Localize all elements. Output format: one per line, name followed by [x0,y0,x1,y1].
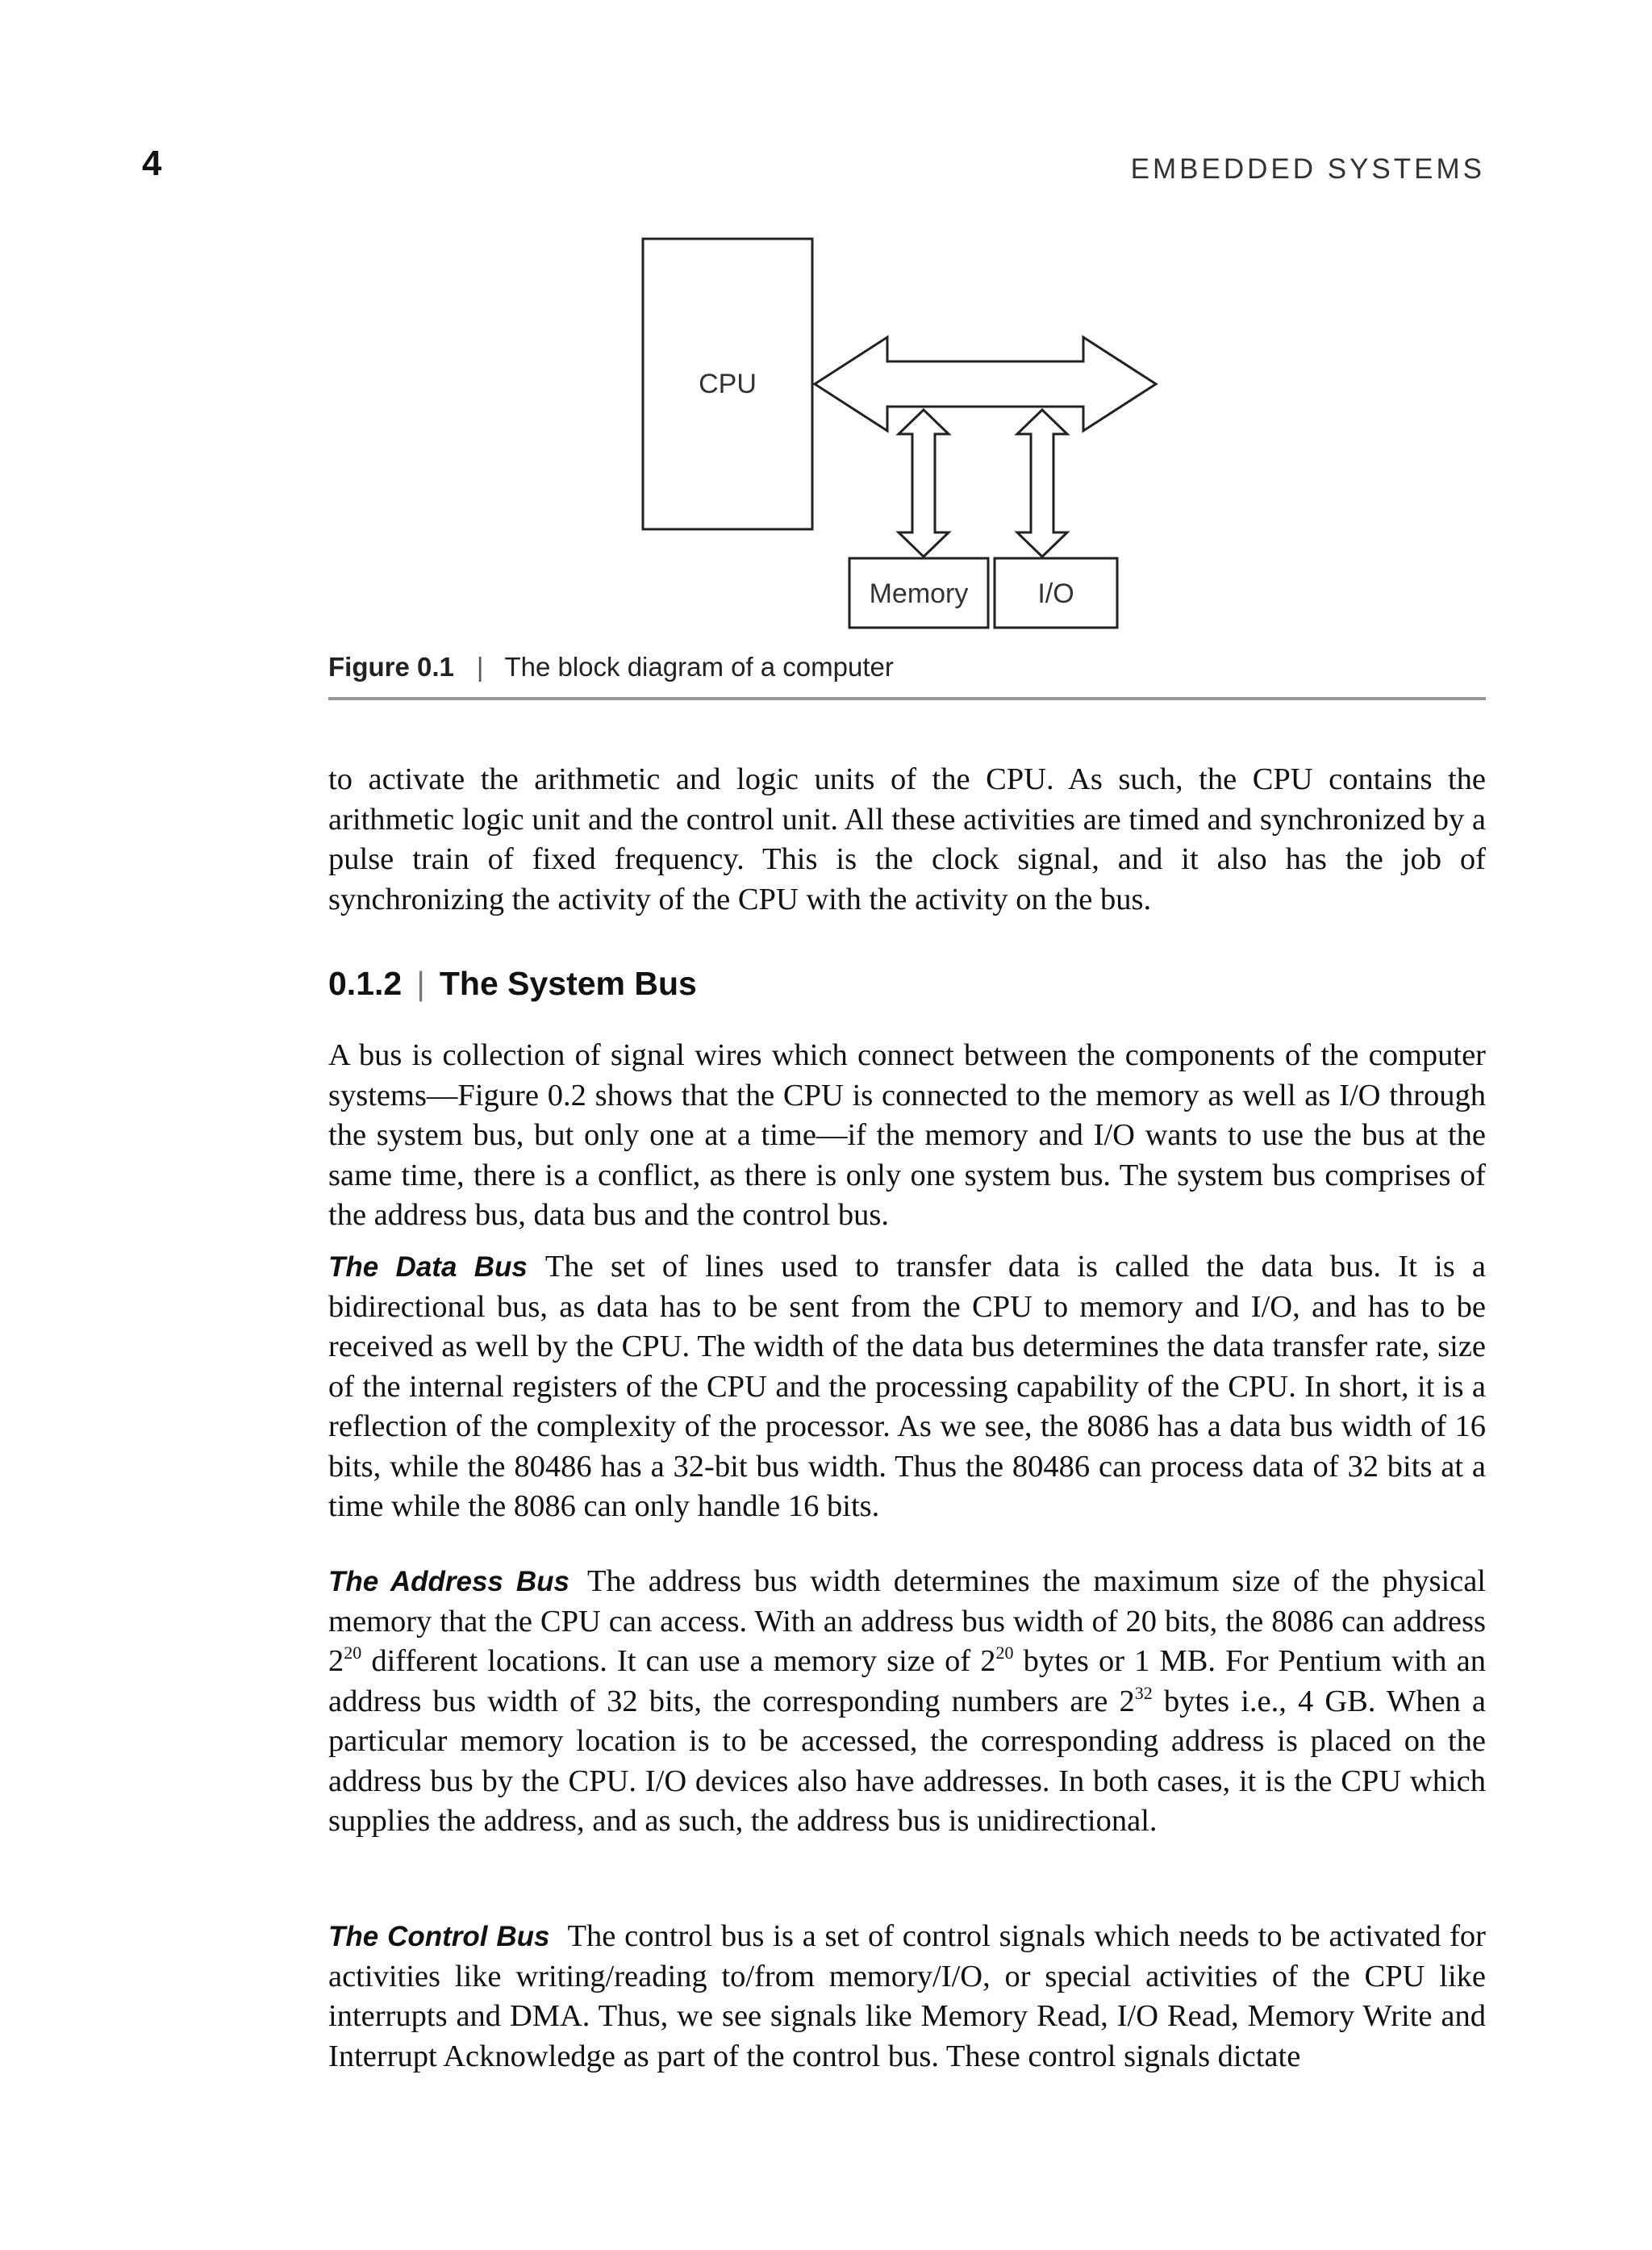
address-bus-text-4: bytes i.e., 4 GB. When a particular memory location is to be accessed, the corresponding address is placed on the address bus by the CPU. I/O devices also have addresses. In both cases, it is the CPU which supplies the address, and as such, the address bus is unidirectional. [328,1684,1486,1838]
address-bus-text-2: different locations. It can use a memory size of 2 [361,1644,996,1678]
control-bus-heading: The Control Bus [328,1921,550,1952]
exponent-20: 20 [995,1643,1014,1663]
cpu-label: CPU [699,369,757,399]
running-head: EMBEDDED SYSTEMS [1130,153,1485,185]
io-label: I/O [1037,578,1074,609]
address-bus-text-3: bytes or 1 MB. For Pentium with an address bus width of 32 bits, the corresponding numbers are 2 [328,1644,1486,1718]
section-title: The System Bus [439,965,697,1002]
figure-caption [328,652,1486,700]
data-bus-text: The set of lines used to transfer data is called the data bus. It is a bidirectional bus, as data has to be sent from the CPU to memory and I/O, and has to be received as well by the CPU. The width of the data bus determines the data transfer rate, size of the internal registers of the CPU and the processing capability of the CPU. In short, it is a reflection of the complexity of the processor. As we see, the 8086 has a data bus width of 16 bits, while the 80486 has a 32-bit bus width. Thus the 80486 can process data of 32 bits at a time while the 8086 can only handle 16 bits. [328,1250,1486,1523]
memory-bus-arrow [899,410,949,557]
memory-label: Memory [869,578,969,609]
section-number: 0.1.2 [328,965,403,1002]
block-diagram [0,0,1652,710]
address-bus-text-1: The address bus width determines the maximum size of the physical memory that the CPU can access. With an address bus width of 20 bits, the 8086 can address 2 [328,1564,1487,1678]
caption-separator: | [476,652,484,682]
data-bus-heading: The Data Bus [328,1251,528,1283]
section-heading [328,965,697,1003]
page-number: 4 [142,144,162,183]
system-bus-arrow [815,337,1156,431]
address-bus-heading: The Address Bus [328,1566,569,1597]
exponent-20: 20 [344,1643,362,1663]
control-bus-paragraph [328,1917,1486,2077]
section-separator: | [416,965,425,1002]
caption-text: The block diagram of a computer [504,652,894,682]
address-bus-paragraph [328,1562,1486,1842]
system-bus-paragraph: A bus is collection of signal wires which connect between the components of the computer systems—Figure 0.2 shows that the CPU is connected to the memory as well as I/O through the system bus, but only one at a time—if the memory and I/O wants to use the bus at the same time, there is a conflict, as there is only one system bus. The system bus comprises of the address bus, data bus and the control bus. [328,1038,1486,1232]
paragraph-continued: to activate the arithmetic and logic units of the CPU. As such, the CPU contains the arithmetic logic unit and the control unit. All these activities are timed and synchronized by a pulse train of fixed frequency. This is the clock signal, and it also has the job of synchronizing the activity of the CPU with the activity on the bus. [328,762,1486,916]
figure-number: Figure 0.1 [328,652,454,682]
data-bus-paragraph [328,1247,1486,1527]
control-bus-text: The control bus is a set of control signals which needs to be activated for activities like writing/reading to/from memory/I/O, or special activities of the CPU like interrupts and DMA. Thus, we see signals like Memory Read, I/O Read, Memory Write and Interrupt Acknowledge as part of the control bus. These control signals dictate [328,1919,1486,2073]
exponent-32: 32 [1134,1682,1153,1703]
io-bus-arrow [1017,410,1067,557]
